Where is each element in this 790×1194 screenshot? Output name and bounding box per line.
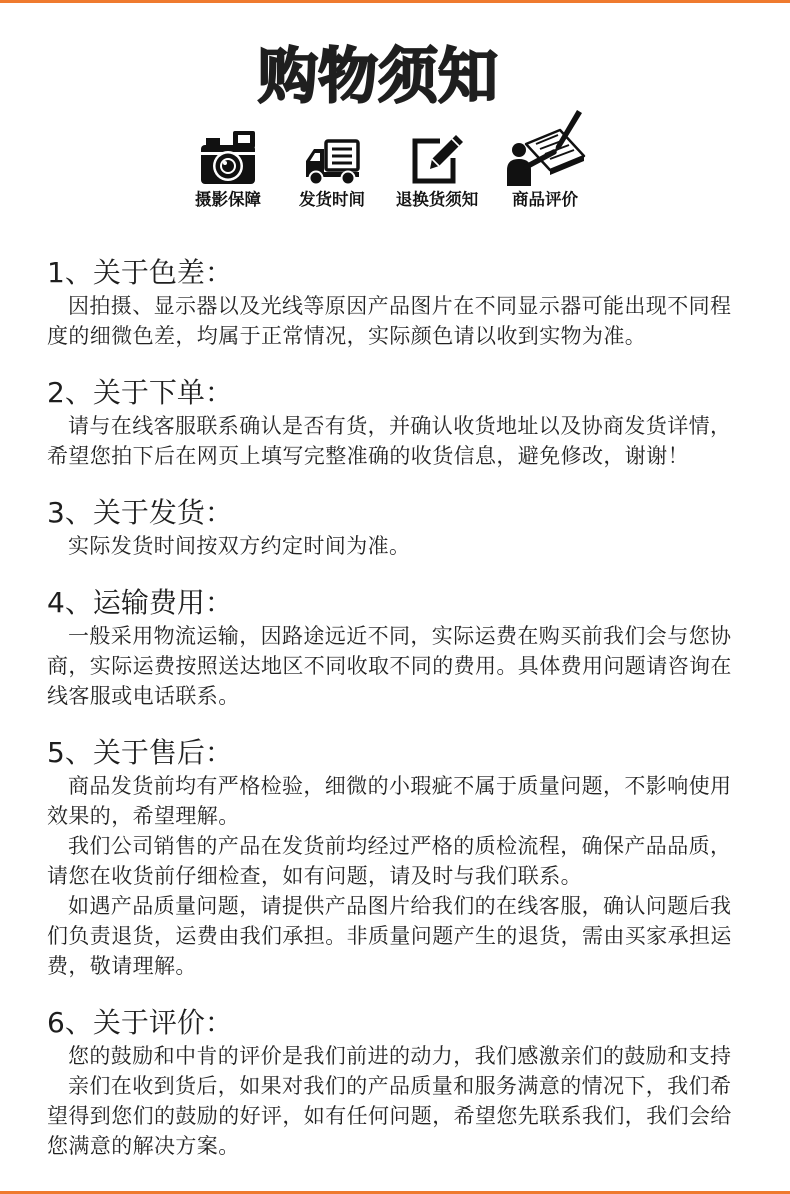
- section-paragraph: [47, 771, 747, 831]
- accent-bar: [0, 0, 790, 3]
- section-paragraph: [47, 411, 747, 471]
- paragraph-line: 如遇产品质量问题，请提供产品图片给我们的在线客服，确认问题后我: [68, 894, 732, 918]
- paragraph-line: 希望您拍下后在网页上填写完整准确的收货信息，避免修改，谢谢！: [47, 444, 689, 468]
- notice-section: [47, 585, 747, 711]
- paragraph-line: 我们公司销售的产品在发货前均经过严格的质检流程，确保产品品质，: [68, 834, 732, 858]
- paragraph-line: 商，实际运费按照送达地区不同收取不同的费用。具体费用问题请咨询在: [47, 654, 732, 678]
- notice-section: [47, 735, 747, 981]
- notice-content: [47, 255, 747, 1185]
- section-heading: 3、关于发货：: [47, 496, 233, 529]
- paragraph-line: 您满意的解决方案。: [47, 1134, 240, 1158]
- paragraph-line: 度的细微色差，均属于正常情况，实际颜色请以收到实物为准。: [47, 324, 647, 348]
- service-item-shipping: [277, 110, 387, 211]
- camera-icon: [173, 110, 283, 186]
- section-paragraph: [47, 891, 747, 981]
- paragraph-line: 望得到您们的鼓励的好评，如有任何问题，希望您先联系我们，我们会给: [47, 1104, 732, 1128]
- service-item-photography: [173, 110, 283, 211]
- paragraph-line: 实际发货时间按双方约定时间为准。: [68, 534, 411, 558]
- page-title: 购物须知: [258, 42, 498, 112]
- paragraph-line: 请您在收货前仔细检查，如有问题，请及时与我们联系。: [47, 864, 582, 888]
- paragraph-line: 线客服或电话联系。: [47, 684, 240, 708]
- paragraph-line: 费，敬请理解。: [47, 954, 197, 978]
- paragraph-line: 请与在线客服联系确认是否有货，并确认收货地址以及协商发货详情，: [68, 414, 732, 438]
- paragraph-line: 效果的，希望理解。: [47, 804, 240, 828]
- section-paragraph: [47, 531, 747, 561]
- service-label: 发货时间: [299, 190, 365, 209]
- section-heading: 2、关于下单：: [47, 376, 233, 409]
- notice-section: [47, 375, 747, 471]
- paragraph-line: 您的鼓励和中肯的评价是我们前进的动力，我们感激亲们的鼓励和支持: [68, 1044, 732, 1068]
- writing-review-icon: [490, 110, 600, 186]
- notice-section: [47, 1005, 747, 1161]
- paragraph-line: 亲们在收到货后，如果对我们的产品质量和服务满意的情况下，我们希: [68, 1074, 732, 1098]
- service-label: 商品评价: [512, 190, 578, 209]
- section-heading: 4、运输费用：: [47, 586, 233, 619]
- service-label: 摄影保障: [195, 190, 261, 209]
- section-heading: 5、关于售后：: [47, 736, 233, 769]
- service-item-review: [490, 110, 600, 211]
- notice-section: [47, 255, 747, 351]
- section-heading: 6、关于评价：: [47, 1006, 233, 1039]
- service-item-returns: [382, 110, 492, 211]
- notice-section: [47, 495, 747, 561]
- section-paragraph: [47, 831, 747, 891]
- section-paragraph: [47, 1071, 747, 1161]
- truck-icon: [277, 110, 387, 186]
- section-paragraph: [47, 621, 747, 711]
- edit-icon: [382, 110, 492, 186]
- section-paragraph: [47, 291, 747, 351]
- section-paragraph: [47, 1041, 747, 1071]
- paragraph-line: 一般采用物流运输，因路途远近不同，实际运费在购买前我们会与您协: [68, 624, 732, 648]
- paragraph-line: 们负责退货，运费由我们承担。非质量问题产生的退货，需由买家承担运: [47, 924, 732, 948]
- paragraph-line: 商品发货前均有严格检验，细微的小瑕疵不属于质量问题，不影响使用: [68, 774, 732, 798]
- paragraph-line: 因拍摄、显示器以及光线等原因产品图片在不同显示器可能出现不同程: [68, 294, 732, 318]
- service-label: 退换货须知: [395, 190, 479, 209]
- section-heading: 1、关于色差：: [47, 256, 233, 289]
